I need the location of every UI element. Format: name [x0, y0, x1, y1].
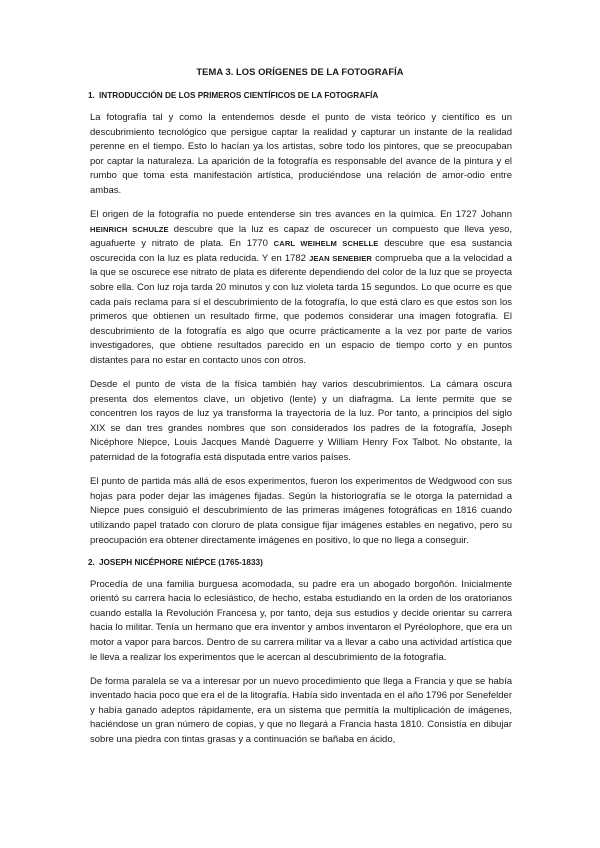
section-2-paragraph-1: Procedía de una familia burguesa acomodada, su padre era un abogado borgoñón. Inicialmente orientó su carrera hacia lo eclesiástico, de hecho, estaba estudiando en la orden de los oratorianos cuando estalla la Revolución Francesa y, por tanto, deja sus estudios y decide orientar su carrera hacia lo militar. Tenía un hermano que era inventor y ambos inventaron el Pyréolophore, que era un motor a vapor para barcos. Dentro de su carrera militar va a llevar a cabo una actividad artística que le lleva a realizar los experimentos que le acercan al descubrimiento de la fotografía.	[90, 578, 512, 663]
section-1-number: 1.	[88, 91, 95, 100]
paragraph-2-text-a: El origen de la fotografía no puede entenderse sin tres avances en la química. En 1727 Johann	[90, 209, 512, 221]
paragraph-2-text-c: descubre que esa sustancia oscurecida con la luz es plata reducida. Y en 1782	[90, 238, 512, 264]
section-2-number: 2.	[88, 557, 95, 567]
section-2-paragraph-2: De forma paralela se va a interesar por un nuevo procedimiento que llega a Francia y que se había inventado hacia poco que era el de la litografía. Había sido inventada en el año 1796 por Senefelder y había ganado adeptos rápidamente, era un sistema que permitía la multiplicación de imágenes, haciéndose un gran número de copias, y que no llegará a Francia hasta 1810. Consistía en dibujar sobre una piedra con tintas grasas y a continuación se bañaba en ácido,	[90, 675, 512, 746]
section-1-paragraph-2	[88, 208, 512, 369]
section-2-title: JOSEPH NICÉPHORE NIÉPCE (1765-1833)	[99, 557, 263, 567]
section-1-title: INTRODUCCIÓN DE LOS PRIMEROS CIENTÍFICOS DE LA FOTOGRAFÍA	[99, 91, 379, 100]
name-carl-weihelm-schelle: CARL WEIHELM SCHELLE	[273, 239, 379, 249]
section-1-paragraph-1: La fotografía tal y como la entendemos desde el punto de vista teórico y científico es un descubrimiento tecnológico que persigue captar la realidad y capturar un instante de la realidad perenne en el tiempo. Esto lo hacían ya los artistas, sobre todo los pintores, que se preocupaban por captar la naturaleza. La aparición de la fotografía es responsable del avance de la pintura y el rumbo que toma esta manifestación artística, produciéndose una relación de amor-odio entre ambas.	[90, 112, 512, 196]
section-1-heading	[88, 91, 512, 100]
document-title: TEMA 3. LOS ORÍGENES DE LA FOTOGRAFÍA	[196, 66, 404, 77]
name-heinrich-schulze: HEINRICH SCHULZE	[90, 224, 169, 234]
name-jean-senebier: JEAN SENEBIER	[309, 253, 372, 263]
section-2-heading	[88, 558, 512, 567]
paragraph-2-text-b: descubre que la luz es capaz de oscurecer un compuesto que lleva yeso, aguafuerte y nitrato de plata. En 1770	[90, 223, 512, 250]
paragraph-2-text-d: comprueba que a la velocidad a la que se oscurece ese nitrato de plata es diferente dependiendo del color de la luz que se proyecta sobre ella. Con luz roja tarda 20 minutos y con luz violeta tarda 15 segundos. Lo que ocurre es que cada país reclama para sí el descubrimiento de la fotografía, lo que está claro es que estos son los primeros que obtienen un resultado firme, que podemos considerar una imagen fotografía. El descubrimiento de la fotografía es algo que ocurre prácticamente a la vez por parte de varios investigadores, que obtiene resultados parecido en un espacio de tiempo corto y en puntos distantes para no estar en contacto unos con otros.	[90, 252, 512, 366]
section-1-paragraph-3: Desde el punto de vista de la física también hay varios descubrimientos. La cámara oscura presenta dos elementos clave, un objetivo (lente) y un diafragma. La lente permite que se concentren los rayos de luz ya transforma la trayectoria de la luz. Por tanto, a principios del siglo XIX se dan tres grandes nombres que son considerados los padres de la fotografía, Joseph Nicéphore Niepce, Louis Jacques Mandè Daguerre y William Henry Fox Talbot. No obstante, la paternidad de la fotografía está disputada entre varios países.	[90, 379, 512, 464]
section-1-paragraph-4: El punto de partida más allá de esos experimentos, fueron los experimentos de Wedgwood con sus hojas para poder dejar las imágenes fijadas. Según la historiografía se le otorga la paternidad a Niepce pues consiguió el descubrimiento de las primeras imágenes fotográficas en 1816 cuando utilizando papel tratado con cloruro de plata consigue fijar imágenes estables en negativo, pero su preocupación era obtener directamente imágenes en positivo, lo que no llega a conseguir.	[90, 476, 512, 546]
